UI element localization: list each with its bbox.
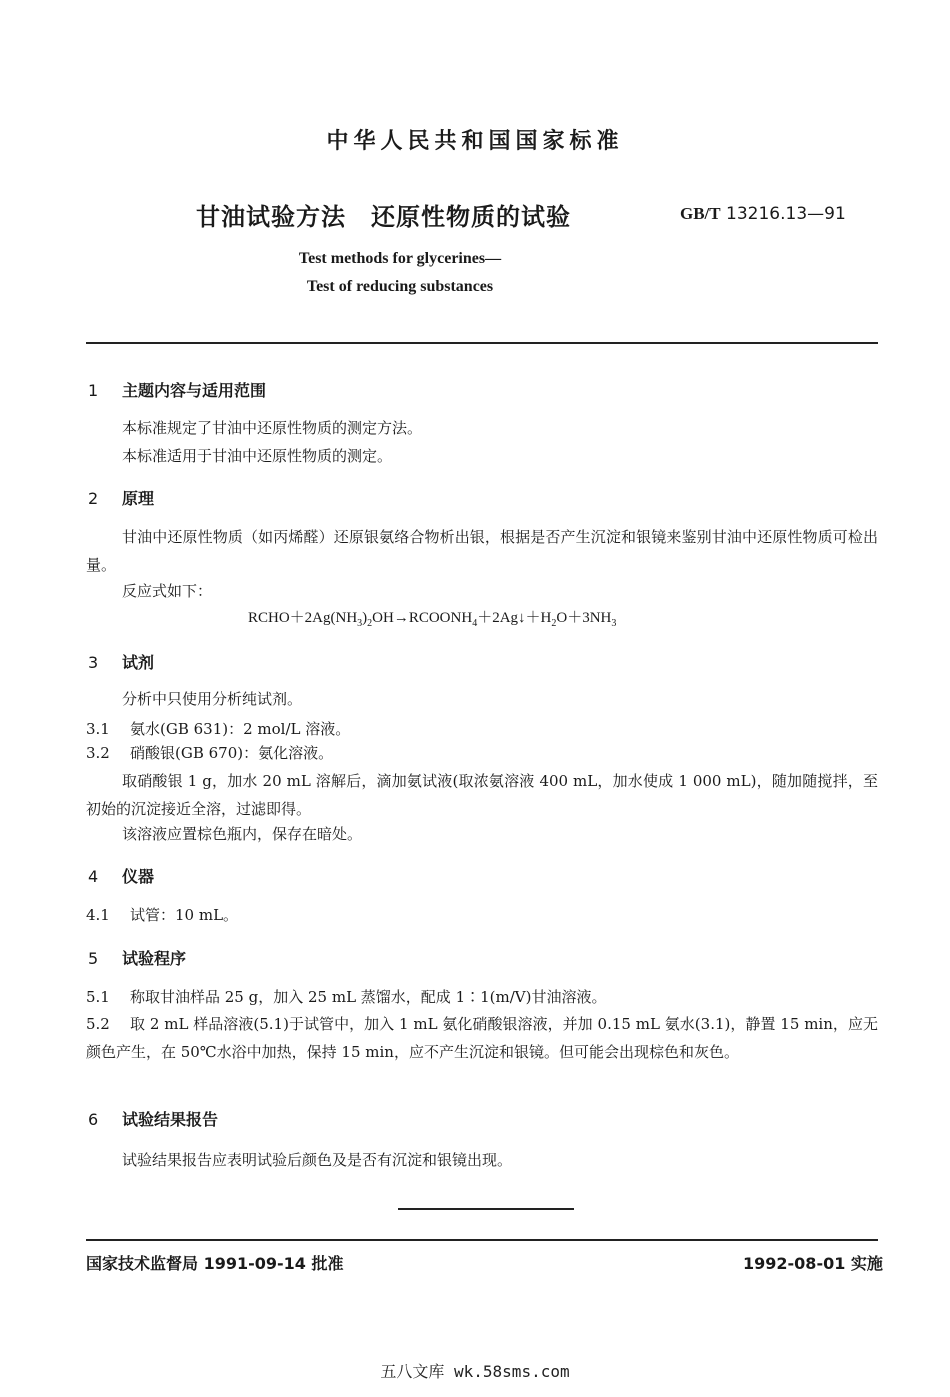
section-title: 仪器 xyxy=(122,867,155,886)
header-divider xyxy=(86,342,878,344)
section-3-heading xyxy=(88,650,154,673)
watermark: 五八文库 wk.58sms.com xyxy=(380,1362,570,1381)
section-3-paragraph-1: 分析中只使用分析纯试剂。 xyxy=(122,690,303,708)
section-number: 5 xyxy=(88,949,99,968)
section-title: 试剂 xyxy=(122,653,155,672)
section-1-paragraph-2: 本标准适用于甘油中还原性物质的测定。 xyxy=(122,447,393,465)
standard-type-heading: 中华人民共和国国家标准 xyxy=(326,129,624,154)
approval-line: 国家技术监督局 1991-09-14 批准 xyxy=(86,1254,344,1273)
footer-divider xyxy=(86,1239,878,1241)
section-number: 1 xyxy=(88,381,99,400)
reaction-formula: $RCHO+2Ag(NH_3)_2OH\to RCOONH_4+2Ag↓+H_2O+3NH_3$ xyxy=(248,610,617,629)
section-6-heading xyxy=(88,1107,218,1130)
section-2-paragraph-1: 甘油中还原性物质（如丙烯醛）还原银氨络合物析出银，根据是否产生沉淀和银镜来鉴别甘油中还原性物质可检出量。 xyxy=(86,528,878,574)
section-title: 试验结果报告 xyxy=(122,1110,219,1129)
section-2-heading xyxy=(88,486,154,509)
section-number: 3 xyxy=(88,653,99,672)
section-title: 原理 xyxy=(122,489,155,508)
section-1-paragraph-1: 本标准规定了甘油中还原性物质的测定方法。 xyxy=(122,419,423,437)
section-title: 试验程序 xyxy=(122,949,187,968)
clause-number: 4.1 xyxy=(86,906,110,924)
implementation-date: 1992-08-01 实施 xyxy=(743,1254,883,1273)
section-2-paragraph-2: 反应式如下： xyxy=(122,582,213,600)
standard-code-number: 13216.13—91 xyxy=(726,204,846,224)
standard-code xyxy=(680,204,846,224)
section-number: 6 xyxy=(88,1110,99,1129)
document-title-english-line1: Test methods for glycerines— xyxy=(298,250,502,267)
section-4-heading xyxy=(88,864,154,887)
section-3-paragraph-3: 该溶液应置棕色瓶内，保存在暗处。 xyxy=(122,825,363,843)
clause-text: 硝酸银(GB 670)：氨化溶液。 xyxy=(130,744,334,762)
clause-text: 氨水(GB 631)：2 mol/L 溶液。 xyxy=(130,720,351,738)
clause-text: 取 2 mL 样品溶液(5.1)于试管中，加入 1 mL 氨化硝酸银溶液，并加 0.15 mL 氨水(3.1)，静置 15 min，应无颜色产生，在 50℃水浴中加热，保持 15 min，应不产生沉淀和银镜。但可能会出现棕色和灰色。 xyxy=(86,1015,878,1061)
clause-3-1 xyxy=(86,718,350,739)
section-1-heading xyxy=(88,378,266,401)
section-6-paragraph-1: 试验结果报告应表明试验后颜色及是否有沉淀和银镜出现。 xyxy=(122,1151,513,1169)
clause-3-2 xyxy=(86,742,333,763)
section-number: 2 xyxy=(88,489,99,508)
clause-number: 5.1 xyxy=(86,988,110,1006)
standard-code-prefix: GB/T xyxy=(680,204,721,223)
document-title-chinese: 甘油试验方法 还原性物质的试验 xyxy=(196,203,571,231)
clause-number: 3.1 xyxy=(86,720,110,738)
section-3-paragraph-2: 取硝酸银 1 g，加水 20 mL 溶解后，滴加氨试液(取浓氨溶液 400 mL，加水使成 1 000 mL)，随加随搅拌，至初始的沉淀接近全溶，过滤即得。 xyxy=(86,772,878,818)
clause-5-2 xyxy=(86,1010,878,1066)
clause-number: 3.2 xyxy=(86,744,110,762)
clause-5-1 xyxy=(86,986,606,1007)
end-divider xyxy=(398,1208,574,1210)
clause-number: 5.2 xyxy=(86,1015,110,1033)
section-5-heading xyxy=(88,946,186,969)
clause-4-1 xyxy=(86,904,238,925)
clause-text: 试管：10 mL。 xyxy=(130,906,239,924)
section-title: 主题内容与适用范围 xyxy=(122,381,267,400)
clause-text: 称取甘油样品 25 g，加入 25 mL 蒸馏水，配成 1∶1(m/V)甘油溶液。 xyxy=(130,988,607,1006)
section-number: 4 xyxy=(88,867,99,886)
document-title-english-line2: Test of reducing substances xyxy=(306,278,494,295)
